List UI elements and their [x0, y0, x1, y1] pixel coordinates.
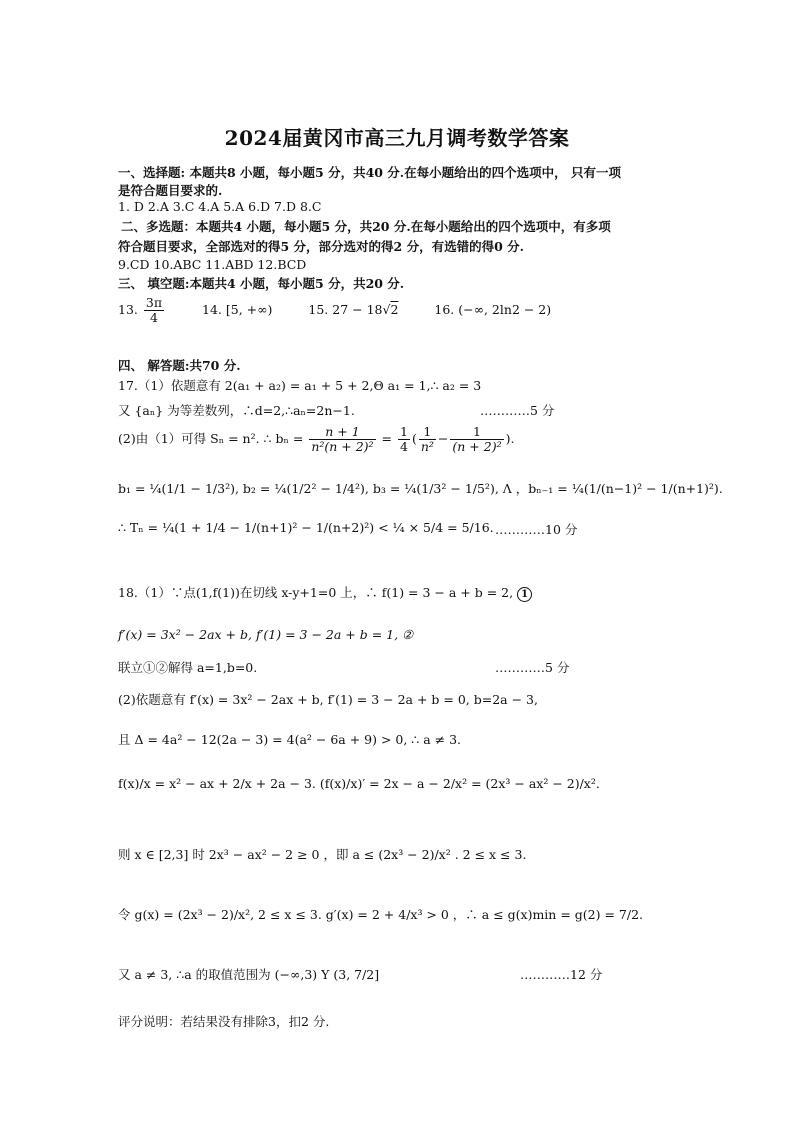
q13-denominator: 4	[149, 310, 158, 325]
q17-line5: ∴ Tₙ = ¼(1 + 1/4 − 1/(n+1)² − 1/(n+2)²) < ¼ × 5/4 = 5/16.	[118, 520, 494, 535]
q13-label: 13.	[118, 302, 138, 317]
q17-line1: 17.（1）依题意有 2(a₁ + a₂) = a₁ + 5 + 2,Θ a₁ = 1,∴ a₂ = 3	[118, 378, 482, 393]
q17-line3-prefix: (2)由（1）可得 Sₙ = n². ∴ bₙ =	[118, 431, 304, 446]
q17-points-2: …………10 分	[495, 522, 578, 537]
section2-answers: 9.CD 10.ABC 11.ABD 12.BCD	[118, 257, 307, 272]
q17-open-paren: (	[411, 431, 417, 446]
fill-in-answers	[118, 296, 551, 325]
section2-header-line1: 二、多选题：本题共4 小题，每小题5 分，共20 分.在每小题给出的四个选项中，有多项	[121, 219, 611, 234]
q18-line1-text: 18.（1）∵点(1,f(1))在切线 x-y+1=0 上，∴ f(1) = 3 − a + b = 2,	[118, 585, 514, 600]
q15-answer: 15. 27 − 18	[308, 302, 383, 317]
circled-one-icon: 1	[517, 587, 532, 602]
q17-term1-denominator: n²	[420, 439, 434, 454]
q17-line3	[118, 425, 514, 454]
q18-line6: f(x)/x = x² − ax + 2/x + 2a − 3. (f(x)/x)′ = 2x − a − 2/x² = (2x³ − ax² − 2)/x².	[118, 776, 600, 791]
q18-points-1: …………5 分	[495, 660, 570, 675]
q17-quarter-numerator: 1	[400, 424, 408, 439]
q17-term2-fraction	[450, 425, 503, 454]
section2-header-line2: 符合题目要求，全部选对的得5 分，部分选对的得2 分，有选错的得0 分.	[118, 239, 525, 254]
q17-line2: 又 {aₙ} 为等差数列，∴d=2,∴aₙ=2n−1.	[118, 403, 355, 418]
q18-line2: f′(x) = 3x² − 2ax + b, f′(1) = 3 − 2a + b = 1, ②	[118, 627, 414, 642]
q17-minus: −	[437, 431, 449, 446]
q17-term2-numerator: 1	[450, 425, 503, 440]
q18-line3: 联立①②解得 a=1,b=0.	[118, 660, 258, 675]
q18-line8: 令 g(x) = (2x³ − 2)/x², 2 ≤ x ≤ 3. g′(x) = 2 + 4/x³ > 0 ，∴ a ≤ g(x)min = g(2) = 7/2.	[118, 907, 644, 922]
q17-line4: b₁ = ¼(1/1 − 1/3²), b₂ = ¼(1/2² − 1/4²), b₃ = ¼(1/3² − 1/5²), Λ ，bₙ₋₁ = ¼(1/(n−1)² − 1/(n+1)²).	[118, 481, 723, 496]
q17-quarter-fraction	[398, 425, 410, 454]
q18-line7: 则 x ∈ [2,3] 时 2x³ − ax² − 2 ≥ 0 ，即 a ≤ (2x³ − 2)/x² . 2 ≤ x ≤ 3.	[118, 847, 527, 862]
page-title: 2024届黄冈市高三九月调考数学答案	[224, 126, 570, 150]
section1-header-line2: 是符合题目要求的.	[118, 183, 223, 198]
q18-line4: (2)依题意有 f′(x) = 3x² − 2ax + b, f′(1) = 3 − 2a + b = 0, b=2a − 3,	[118, 692, 538, 707]
q18-line5: 且 Δ = 4a² − 12(2a − 3) = 4(a² − 6a + 9) > 0, ∴ a ≠ 3.	[118, 732, 462, 747]
q18-grading-note: 评分说明：若结果没有排除3，扣2 分.	[118, 1014, 330, 1029]
q13-fraction	[144, 296, 164, 325]
q17-equals: =	[381, 431, 393, 446]
q15-radicand: 2	[390, 302, 399, 317]
q17-bn-fraction	[309, 425, 375, 454]
q17-points-1: …………5 分	[480, 403, 555, 418]
section1-answers: 1. D 2.A 3.C 4.A 5.A 6.D 7.D 8.C	[118, 199, 322, 214]
q17-close-paren: ).	[505, 431, 515, 446]
q14-answer: 14. [5, +∞)	[202, 302, 273, 317]
q17-term1-fraction	[419, 425, 436, 454]
q17-term1-numerator: 1	[419, 425, 436, 440]
section3-header: 三、 填空题:本题共4 小题，每小题5 分，共20 分.	[118, 276, 405, 291]
q17-term2-denominator: (n + 2)²	[452, 439, 502, 454]
q17-bn-denominator: n²(n + 2)²	[311, 439, 374, 454]
section4-header: 四、 解答题:共70 分.	[118, 358, 241, 373]
sqrt-icon: √	[382, 302, 391, 317]
q17-quarter-denominator: 4	[400, 439, 408, 454]
q18-line1	[118, 583, 532, 602]
q18-line9: 又 a ≠ 3, ∴a 的取值范围为 (−∞,3) Y (3, 7/2]	[118, 967, 380, 982]
q17-bn-numerator: n + 1	[309, 425, 375, 440]
q18-points-2: …………12 分	[520, 967, 603, 982]
q16-answer: 16. (−∞, 2ln2 − 2)	[434, 302, 552, 317]
section1-header-line1: 一、选择题: 本题共8 小题，每小题5 分，共40 分.在每小题给出的四个选项中， 只有一项	[118, 165, 622, 180]
q13-numerator: 3π	[145, 295, 163, 310]
